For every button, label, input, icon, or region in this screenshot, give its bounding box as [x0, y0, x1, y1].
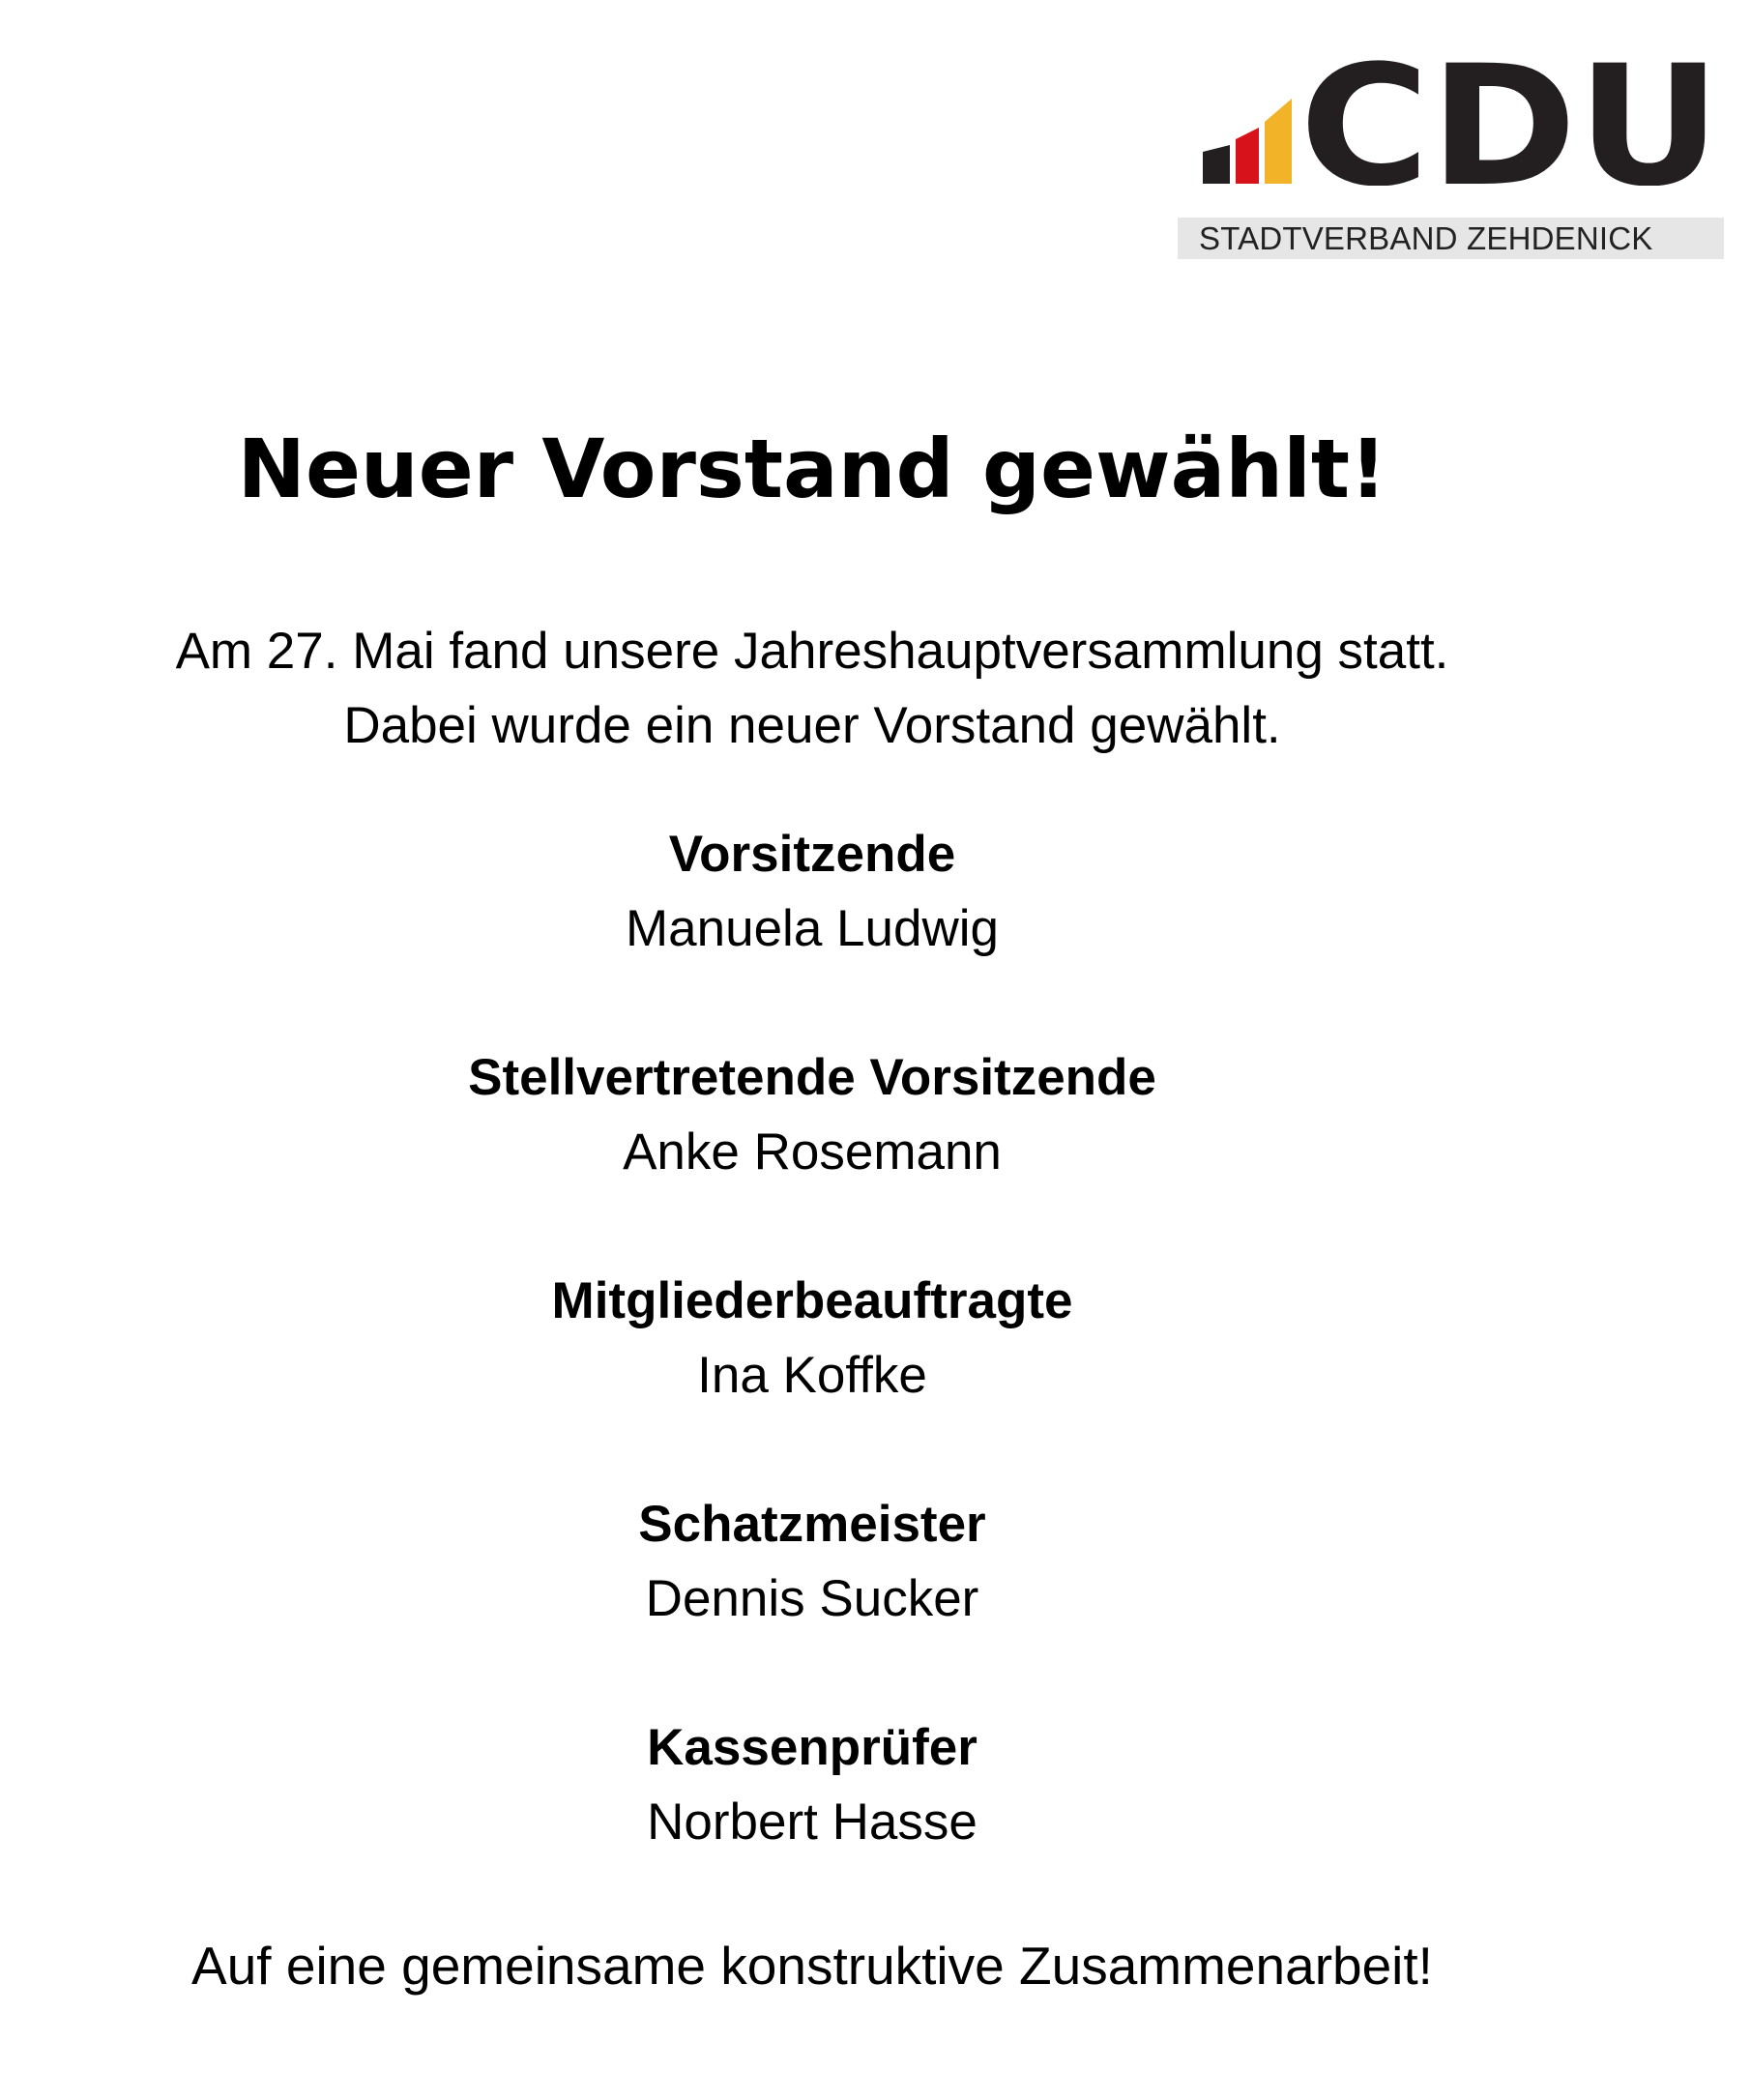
board-member-membership-officer: [0, 1264, 1624, 1487]
board-role: Kassenprüfer: [647, 1719, 978, 1776]
board-role: Mitgliederbeauftragte: [551, 1272, 1073, 1329]
board-member-chair: [0, 817, 1624, 1040]
logo-wordmark: CDU: [1299, 60, 1721, 186]
logo-bar-red: [1236, 128, 1259, 184]
intro-paragraph: [0, 614, 1624, 763]
logo-subtitle-band: [1178, 218, 1724, 259]
board-role: Stellvertretende Vorsitzende: [468, 1049, 1156, 1106]
cdu-logo-mark: [1203, 60, 1725, 186]
board-name: Manuela Ludwig: [626, 900, 999, 957]
logo-subtitle: STADTVERBAND ZEHDENICK: [1199, 220, 1653, 256]
cdu-logo: [1178, 60, 1724, 263]
logo-bar-gold: [1265, 99, 1292, 184]
board-member-auditor: [0, 1710, 1624, 1934]
intro-line-2: Dabei wurde ein neuer Vorstand gewählt.: [343, 697, 1281, 754]
board-name: Ina Koffke: [697, 1347, 927, 1404]
board-list: [0, 817, 1624, 1934]
headline: Neuer Vorstand gewählt!: [237, 422, 1387, 516]
board-name: Norbert Hasse: [647, 1794, 978, 1851]
board-member-deputy-chair: [0, 1040, 1624, 1264]
logo-bar-black: [1203, 145, 1230, 184]
board-role: Schatzmeister: [638, 1496, 986, 1553]
intro-line-1: Am 27. Mai fand unsere Jahreshauptversammlung statt.: [175, 623, 1449, 680]
closing-line: Auf eine gemeinsame konstruktive Zusammenarbeit!: [191, 1936, 1433, 1996]
board-member-treasurer: [0, 1487, 1624, 1710]
board-name: Anke Rosemann: [623, 1123, 1002, 1181]
board-name: Dennis Sucker: [645, 1570, 979, 1627]
board-role: Vorsitzende: [668, 826, 956, 883]
